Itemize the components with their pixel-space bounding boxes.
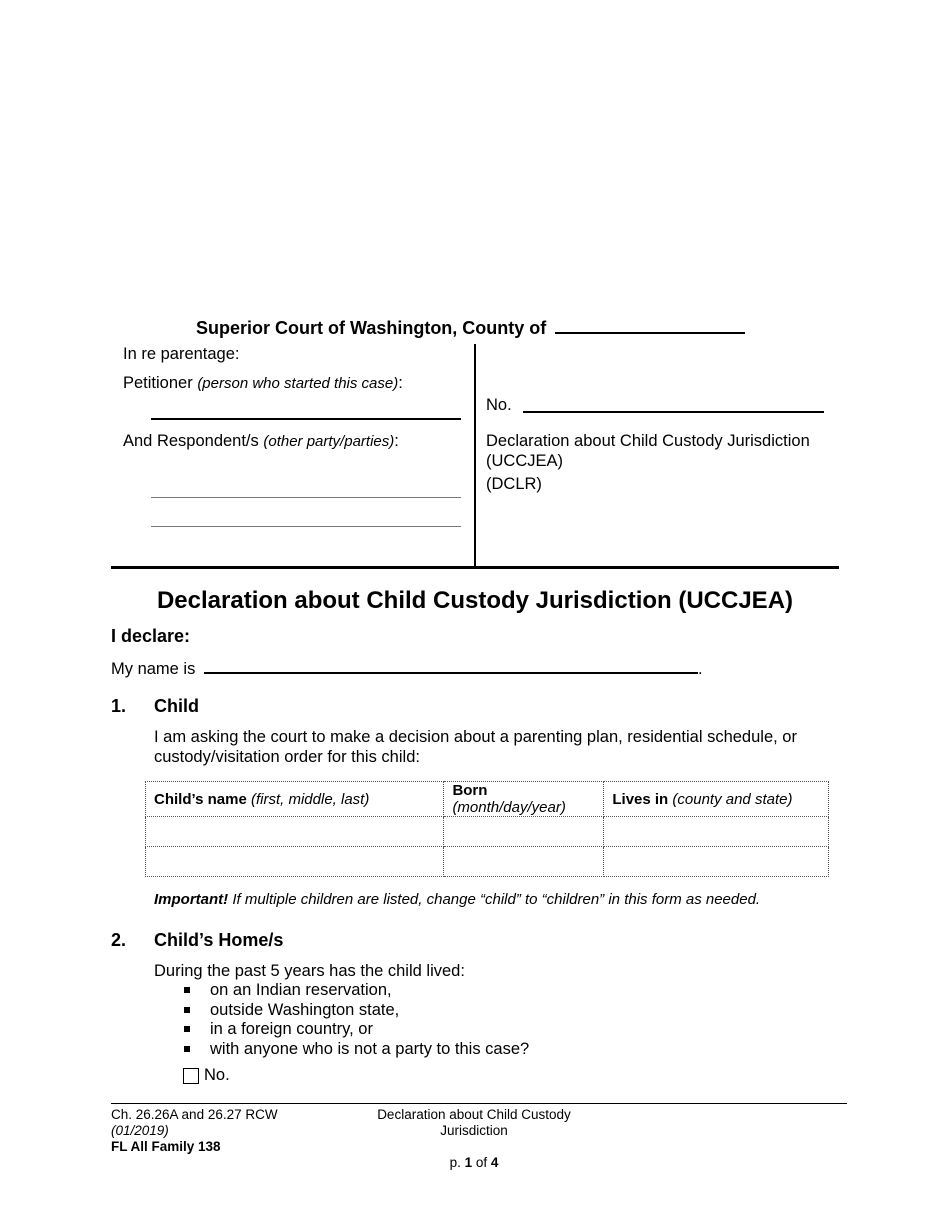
caption-divider <box>474 344 476 568</box>
list-item: in a foreign country, or <box>184 1020 529 1040</box>
table-header-row <box>146 782 829 817</box>
respondent-label: And Respondent/s (other party/parties): <box>123 432 399 450</box>
petitioner-field[interactable] <box>151 418 461 420</box>
table-row <box>146 847 829 877</box>
footer-rule <box>111 1103 847 1104</box>
section-2-list <box>184 981 529 1059</box>
list-item: on an Indian reservation, <box>184 981 529 1001</box>
caption-form-code: (DCLR) <box>486 475 542 493</box>
respondent-field-1[interactable] <box>151 497 461 498</box>
case-number-field[interactable] <box>523 411 824 413</box>
important-note: Important! If multiple children are listed, change “child” to “children” in this form as needed. <box>154 891 761 908</box>
child-name-cell[interactable] <box>146 817 444 847</box>
table-row <box>146 817 829 847</box>
list-item: with anyone who is not a party to this case? <box>184 1040 529 1060</box>
footer-statute: Ch. 26.26A and 26.27 RCW <box>111 1107 278 1122</box>
footer-form-title-1: Declaration about Child Custody <box>377 1107 571 1122</box>
in-re-label: In re parentage: <box>123 345 240 363</box>
section-1-text: I am asking the court to make a decision about a parenting plan, residential schedule, or custody/visitation order for this child: <box>154 728 797 766</box>
child-lives-cell[interactable] <box>604 847 829 877</box>
declare-heading: I declare: <box>111 626 191 646</box>
child-born-cell[interactable] <box>444 847 604 877</box>
footer-date: (01/2019) <box>111 1123 169 1138</box>
no-checkbox-label: No. <box>204 1066 230 1084</box>
footer-form-title-2: Jurisdiction <box>440 1123 508 1138</box>
court-title: Superior Court of Washington, County of <box>196 314 745 339</box>
my-name-row: My name is . <box>111 656 703 679</box>
child-lives-cell[interactable] <box>604 817 829 847</box>
page-number: p. 1 of 4 <box>449 1155 499 1170</box>
case-number-label: No. <box>486 396 512 414</box>
footer-form-id: FL All Family 138 <box>111 1139 221 1154</box>
section-2-intro: During the past 5 years has the child lived: <box>154 962 465 980</box>
col-header-born: Born (month/day/year) <box>444 782 604 817</box>
caption-form-title: Declaration about Child Custody Jurisdiction (UCCJEA) <box>486 432 810 470</box>
caption-bottom-rule <box>111 566 839 569</box>
child-table <box>145 781 829 877</box>
child-name-cell[interactable] <box>146 847 444 877</box>
section-2-number: 2. <box>111 930 127 950</box>
section-1-number: 1. <box>111 696 127 716</box>
respondent-field-2[interactable] <box>151 526 461 527</box>
no-checkbox[interactable] <box>183 1068 199 1084</box>
col-header-name: Child’s name (first, middle, last) <box>146 782 444 817</box>
section-1-title: Child <box>154 696 199 716</box>
my-name-field[interactable] <box>204 656 698 674</box>
county-field[interactable] <box>555 314 745 334</box>
list-item: outside Washington state, <box>184 1001 529 1021</box>
child-born-cell[interactable] <box>444 817 604 847</box>
petitioner-label: Petitioner (person who started this case): <box>123 374 403 392</box>
page-title: Declaration about Child Custody Jurisdiction (UCCJEA) <box>156 587 794 614</box>
respondent-note: (other party/parties) <box>263 433 395 450</box>
section-2-title: Child’s Home/s <box>154 930 284 950</box>
col-header-lives: Lives in (county and state) <box>604 782 829 817</box>
petitioner-note: (person who started this case) <box>197 375 399 392</box>
